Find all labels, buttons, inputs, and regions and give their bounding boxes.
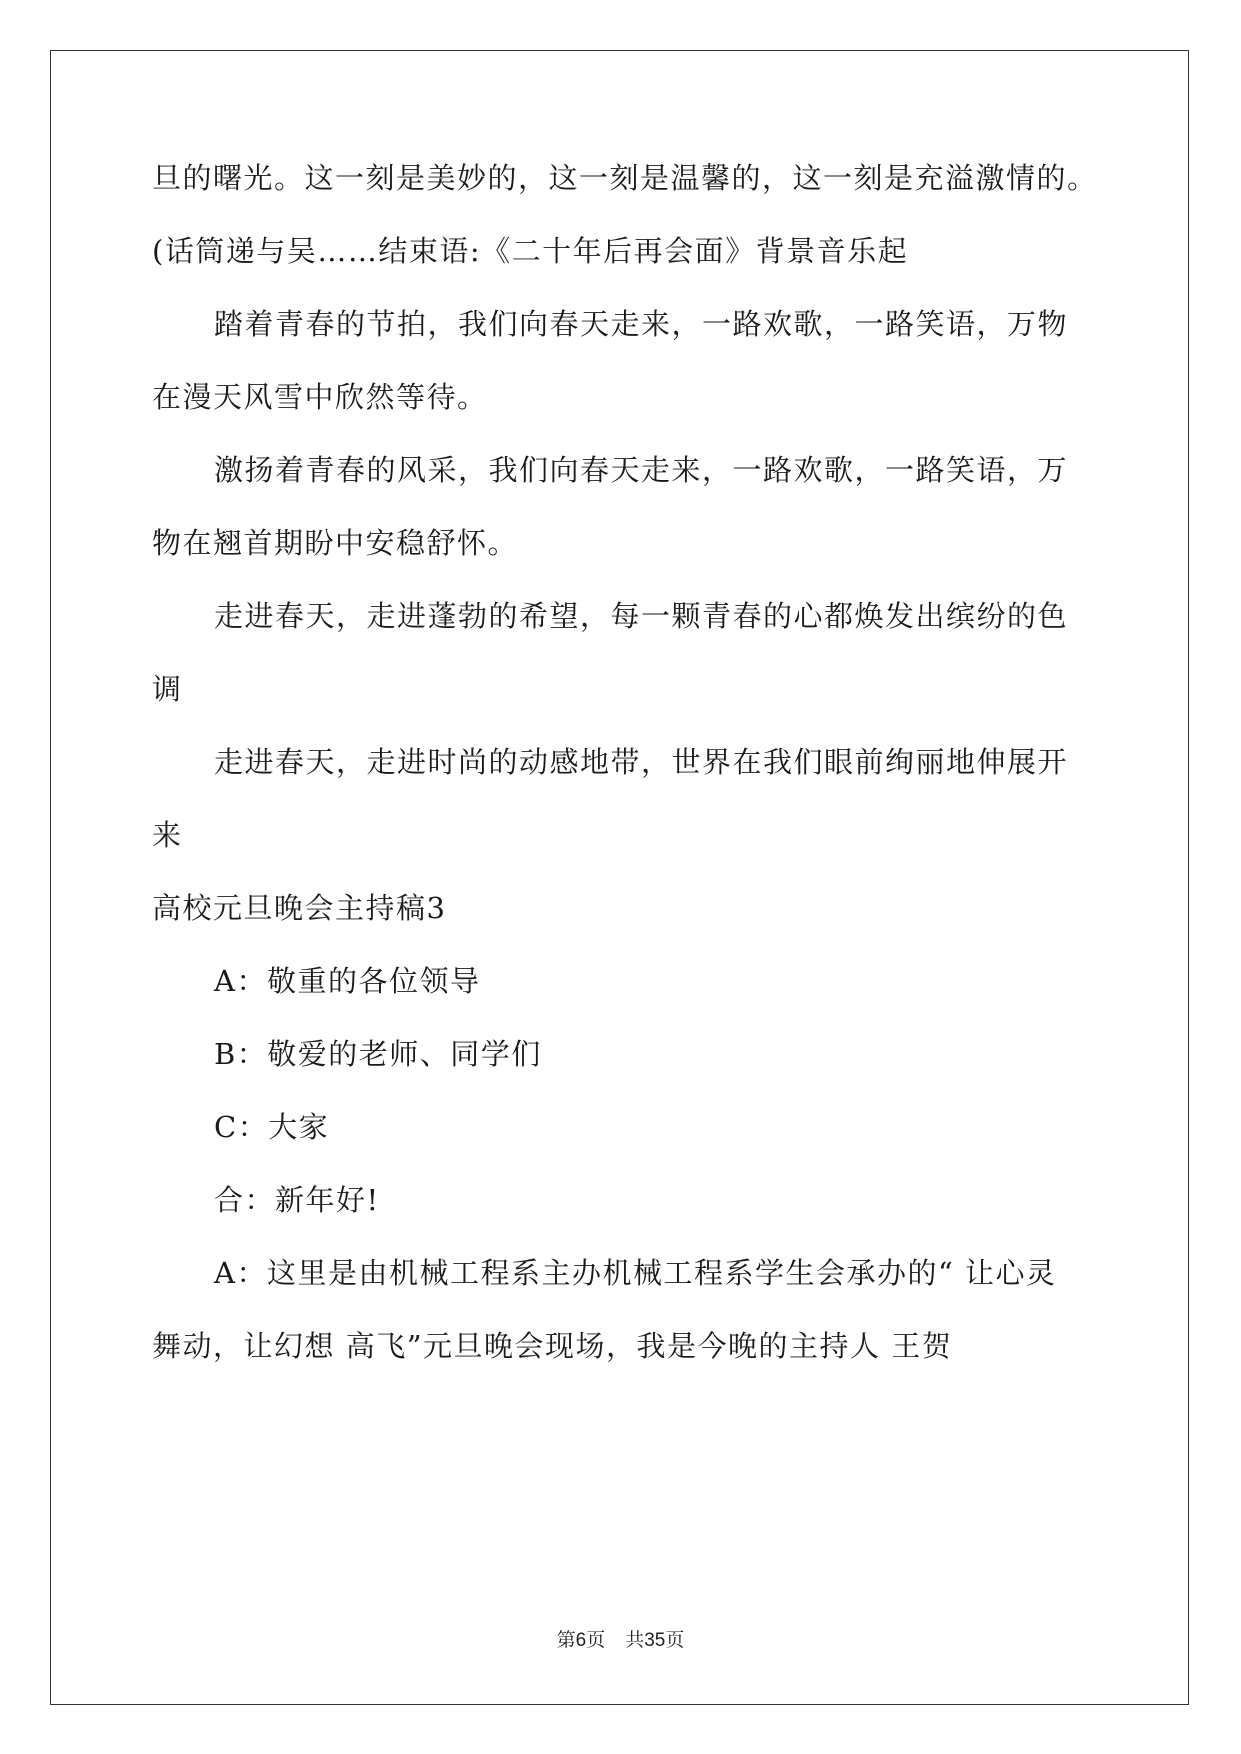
text-line-17: 舞动，让幻想 高飞”元旦晚会现场，我是今晚的主持人 王贺 <box>152 1329 953 1363</box>
page-border <box>50 50 1189 1705</box>
text-line-8: 调 <box>152 672 183 706</box>
total-pages: 35 <box>644 1630 666 1651</box>
text-line-2: (话筒递与吴……结束语:《二十年后再会面》背景音乐起 <box>152 234 909 268</box>
text-line-14: C：大家 <box>214 1110 330 1144</box>
text-line-12: A：敬重的各位领导 <box>214 964 481 998</box>
text-line-4: 在漫天风雪中欣然等待。 <box>152 380 488 414</box>
text-line-1: 旦的曙光。这一刻是美妙的，这一刻是温馨的，这一刻是充溢激情的。 <box>152 161 1098 195</box>
section-heading: 高校元旦晚会主持稿3 <box>152 891 447 925</box>
total-prefix: 共 <box>625 1629 645 1651</box>
page-footer <box>0 1628 1241 1653</box>
total-suffix: 页 <box>665 1629 685 1651</box>
text-line-10: 来 <box>152 818 183 852</box>
text-line-15: 合：新年好! <box>214 1183 380 1217</box>
text-line-5: 激扬着青春的风采，我们向春天走来，一路欢歌，一路笑语，万 <box>214 453 1069 487</box>
page-prefix: 第 <box>556 1629 576 1651</box>
text-line-3: 踏着青春的节拍，我们向春天走来，一路欢歌，一路笑语，万物 <box>214 307 1069 341</box>
text-line-13: B：敬爱的老师、同学们 <box>214 1037 542 1071</box>
text-line-16: A：这里是由机械工程系主办机械工程系学生会承办的“ 让心灵 <box>214 1256 1057 1290</box>
text-line-6: 物在翘首期盼中安稳舒怀。 <box>152 526 519 560</box>
text-line-7: 走进春天，走进蓬勃的希望，每一颗青春的心都焕发出缤纷的色 <box>214 599 1069 633</box>
page-number: 6 <box>575 1630 587 1651</box>
page-suffix: 页 <box>586 1629 606 1651</box>
text-line-9: 走进春天，走进时尚的动感地带，世界在我们眼前绚丽地伸展开 <box>214 745 1069 779</box>
